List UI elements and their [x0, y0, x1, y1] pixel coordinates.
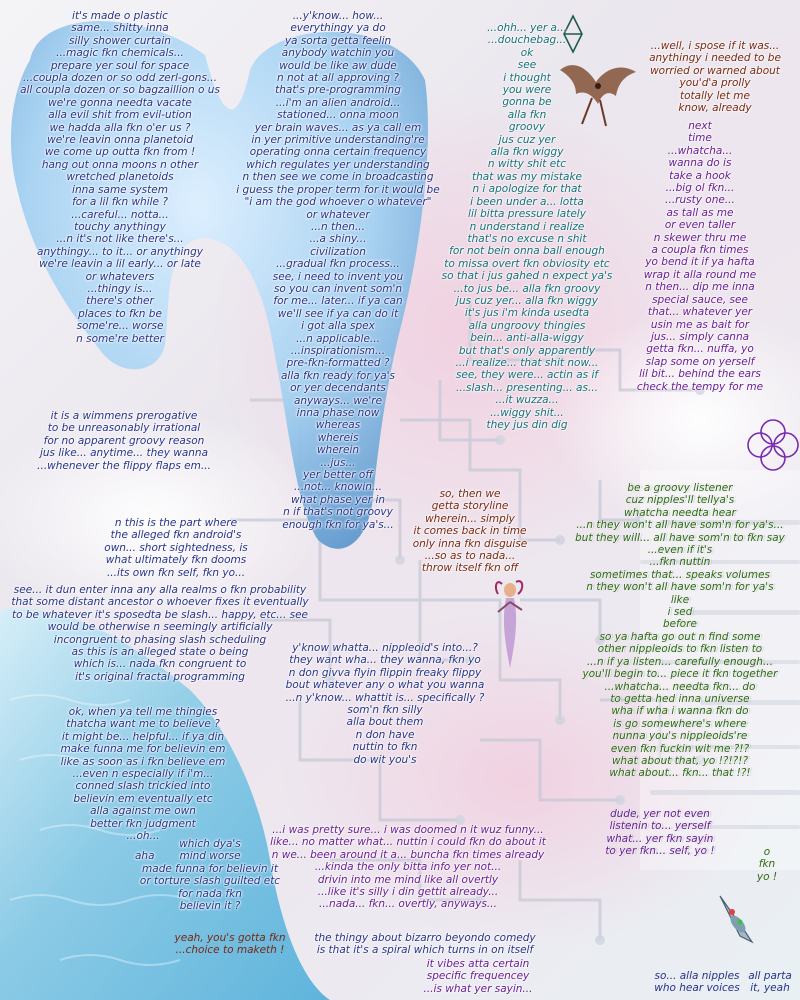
groovy-listener-text: be a groovy listener cuz nipples'll tellya's whatcha needta hear ...n they won't all have som'n for ya's... but they will... all have som'n to fkn say ...even if it's ...fkn nuttin sometimes that... speaks volumes n they won't all have som'n for ya's like i sed before so ya hafta go out n find some other nippleoids to fkn listen to ...n if ya listen... carefully enough... you'll begin to... piece it fkn together ...whatcha... needta fkn... do to getta hed inna universe wha if wha i wanna fkn do is go somewhere's where nunna you's nippleoids're even fkn fuckin wit me ?!? what about that, yo !?!?!? what about... fkn... that !?! — [575, 482, 785, 780]
tooth-middle-text: ...y'know... how... everythingy ya do ya sorta getta feelin anybody watchin you would be like aw dude n not at all approving ? that's pre-programming ...i'm an alien android... stationed... onna moon yer brain waves... as ya call em in yer primitive understanding're operating onna certain frequency which regulates yer understanding n then see we come in broadcasting i guess the proper term for it would be "i am the god whoever o whatever" or whatever ...n then... ...a shiny... civilization ...gradual fkn process... see, i need to invent you so you can invent som'n for me... later... if ya can we'll see if ya can do it i got alla spex ...n applicable... ...inspirationism... pre-fkn-formatted ? alla fkn ready for ya's or yer decendants anyways... we're inna phase now whereas whereis wherein ...jus... yer better off ...not... knowin... what phase yer in n if that's not groovy enough fkn for ya's... — [236, 10, 440, 531]
doomed-text: ...i was pretty sure... i was doomed n it wuz funny... like... no matter what... nuttin i could fkn do about it n we... been around it a... buncha fkn times already ...kinda the only bitta info yer not... drivin into me mind like all overtly ...like it's silly i din gettit already... ...nada... fkn... overtly, anyways... — [270, 824, 546, 911]
o-fkn-text: o fkn yo ! — [756, 846, 778, 883]
purple-next-text: next time ...whatcha... wanna do is take a hook ...big ol fkn... ...rusty one... as tall as me or even taller n skewer thru me a coupla fkn times yo bend it if ya hafta wrap it alla round me n then... dip me inna special sauce, see that... whatever yer usin me as bait for jus... simply canna getta fkn... nuffa, yo slap some on yerself lil bit... behind the ears check the tempy for me — [636, 120, 764, 393]
bizarro-text: the thingy about bizarro beyondo comedy is that it's a spiral which turns in on itself — [314, 932, 536, 957]
see-it-dun-text: see... it dun enter inna any alla realms o fkn probability that some distant ancestor o whoever fixes it eventually to be whatever it's sposedta be slash... happy, etc... see would be otherwise n seemingly artificially incongruent to phasing slash scheduling as this is an alleged state o being which is... nada fkn congruent to it's original fractal programming — [11, 584, 309, 683]
brown-right-text: ...well, i spose if it was... anythingy i needed to be worried or warned about you'd'a prolly totally let me know, already — [649, 40, 781, 115]
teal-column-text: ...ohh... yer a... ...douchebag... ok see i thought you were gonna be alla fkn groovy jus cuz yer alla fkn wiggy n witty shit etc that was my mistake n i apologize for that i been under a... lotta lil bitta pressure lately n understand i realize that's no excuse n shit for not bein onna ball enough to missa overt fkn obviosity etc so that i jus gahed n expect ya's ...to jus be... alla fkn groovy jus cuz yer... alla fkn wiggy it's jus i'm kinda usedta alla ungroovy thingies bein... anti-alla-wiggy but that's only apparently ...i realize... that shit now... see, they were... actin as if ...slash... presenting... as... ...it wuzza... ...wiggy shit... they jus din dig — [441, 22, 613, 431]
tooth-left-text: it's made o plastic same... shitty inna silly shower curtain ...magic fkn chemicals... prepare yer soul for space ...coupla dozen or so odd zerl-gons... all coupla dozen or so bagzaillion o us we're gonna needta vacate alla evil shit from evil-ution we hadda alla fkn o'er us ? we're leavin onna planetoid we come up outta fkn from ! hang out onna moons n other wretched planetoids inna same system for a lil fkn while ? ...careful... notta... touchy anythingy ...n it's not like there's... anythingy... to it... or anythingy we're leavin a lil early... or late or whatevers ...thingy is... there's other places to fkn be some're... worse n some're better — [20, 10, 220, 345]
aha-text: aha — [135, 850, 155, 862]
vibes-text: it vibes atta certain specific frequencey ...is what yer sayin... — [423, 958, 533, 995]
dude-text: dude, yer not even listenin to... yerself what... yer fkn sayin to yer fkn... self, yo ! — [605, 808, 715, 858]
so-alla-text: so... alla nipples who hear voices — [654, 970, 740, 995]
spaceship-icon — [714, 890, 758, 946]
all-parta-text: all parta it, yeah — [748, 970, 792, 995]
choice-text: yeah, you's gotta fkn ...choice to maketh ! — [174, 932, 286, 957]
nippleoid-text: y'know whatta... nippleoid's into...? they want wha... they wanna, fkn yo n don givva flyin flippin freaky flippy bout whatever any o what you wanna ...n y'know... whattit is... specifically ? som'n fkn silly alla bout them n don have nuttin to fkn do wit you's — [285, 642, 485, 766]
tell-me-text: ok, when ya tell me thingies thatcha want me to believe ? it might be... helpful... if ya din make funna me for believin em like as soon as i fkn believe em ...even n especially if i'm... conned slash trickied into believin em eventually etc alla against me own better fkn judgment ...oh... — [60, 706, 226, 843]
androids-text: n this is the part where the alleged fkn android's own... short sightedness, is what ultimately fkn dooms ...its own fkn self, fkn yo... — [104, 517, 248, 579]
quatrefoil-icon — [746, 418, 800, 472]
storyline-text: so, then we getta storyline wherein... simply it comes back in time only inna fkn disguise ...so as to nada... throw itself fkn off — [412, 488, 528, 575]
fairy-figure-icon — [492, 578, 526, 670]
which-dya-text: which dya's mind worse made funna for believin it or torture slash guilted etc for nada fkn believin it ? — [139, 838, 281, 913]
wimmens-text: it is a wimmens prerogative to be unreasonably irrational for no apparent groovy reason jus like... anytime... they wanna ...whenever the flippy flaps em... — [37, 410, 211, 472]
